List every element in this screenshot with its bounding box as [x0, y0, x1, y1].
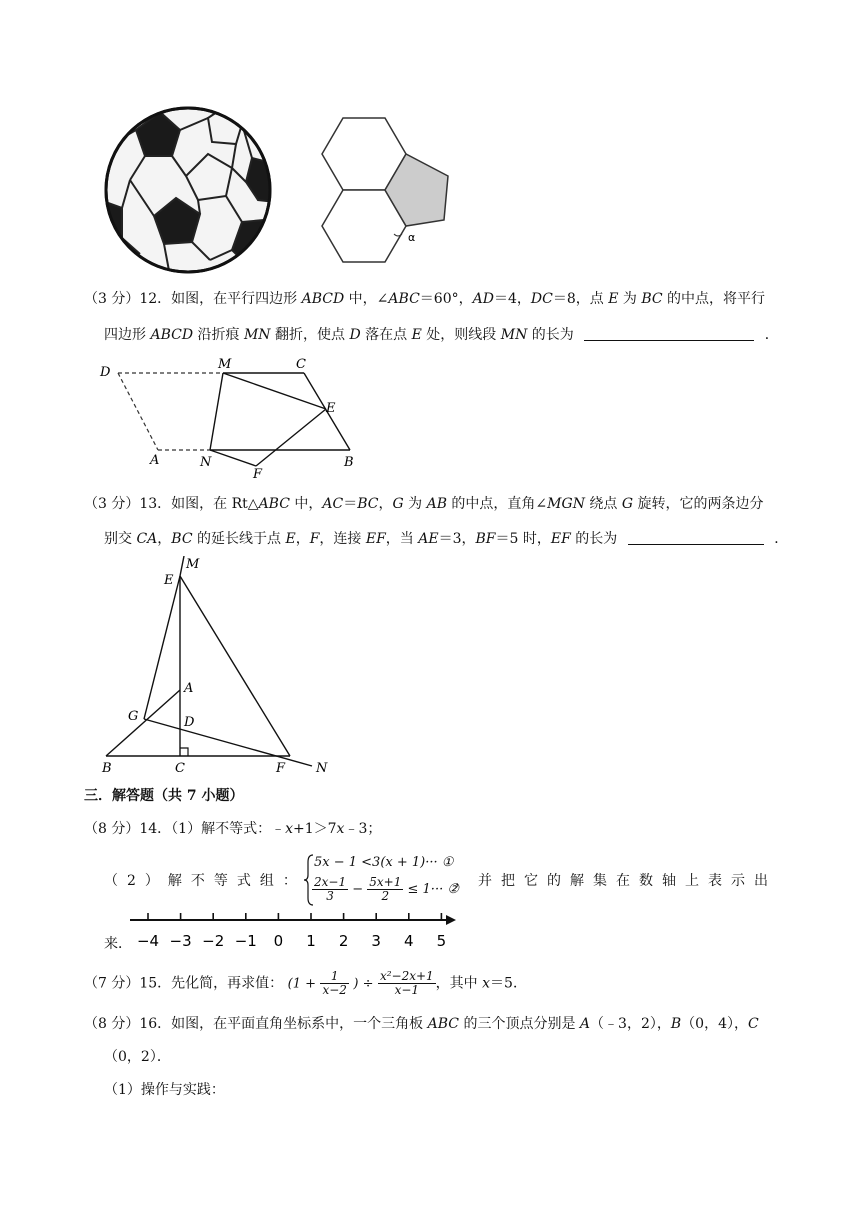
q14-score: （8 分）14． [84, 821, 172, 837]
q13-text: 为 [403, 496, 427, 512]
q12-var: ABCD [150, 327, 194, 343]
q12-text: 为 [618, 291, 642, 307]
q12-var: BC [641, 291, 663, 307]
q13-label-F: F [276, 761, 286, 776]
q14-end: 来． [104, 936, 132, 952]
q12-end: ． [764, 327, 779, 343]
q13-end: ． [774, 531, 789, 547]
q13-label-C: C [175, 761, 185, 776]
q12-text: 沿折痕 [193, 327, 244, 343]
q13-label-D: D [184, 715, 195, 730]
q12-text: ＝4， [493, 291, 531, 307]
q14-part2-label: （2）解不等式组： [104, 873, 306, 889]
q12-label-D: D [100, 365, 111, 380]
inequality-1: 5x − 1 <3(x + 1)··· ① [314, 855, 454, 870]
ineq2-den1: 3 [326, 889, 334, 903]
q13-var: BC [357, 496, 379, 512]
q12-var: D [349, 327, 361, 343]
q16-text: （﹣3，2）， [590, 1016, 671, 1032]
number-line-label: −4 [136, 932, 160, 950]
q15-frac1-num: 1 [320, 970, 348, 984]
number-line-label: 5 [436, 932, 447, 950]
q13-text: 的延长线于点 [192, 531, 286, 547]
ineq2-num1: 2x−1 [314, 875, 347, 889]
q16-var: ABC [427, 1016, 459, 1032]
q15-text: ，其中 [435, 975, 483, 992]
q15-frac1-den: x−2 [322, 983, 347, 997]
q13-label-A: A [184, 681, 194, 696]
q13-line2 [104, 528, 788, 549]
q14-text: +1＞7 [293, 821, 337, 837]
q12-label-M: M [218, 357, 232, 372]
q12-text: 的中点，将平行 [662, 291, 766, 307]
q12-label-F: F [253, 467, 263, 478]
q14-var: x [285, 821, 293, 837]
hexagon-pentagon-figure [318, 114, 458, 266]
q12-var: DC [530, 291, 553, 307]
q13-label-B: B [102, 761, 112, 776]
q12-var: ABCD [301, 291, 345, 307]
q15-frac2-den: x−1 [394, 983, 420, 997]
number-line-label: 4 [404, 932, 414, 950]
q12-text: 的长为 [527, 327, 574, 343]
q13-var: EF [365, 531, 386, 547]
q12-text: 落在点 [360, 327, 412, 343]
q13-text: 的中点，直角∠ [446, 496, 548, 512]
q12-parallelogram-figure [96, 356, 366, 478]
q16-sub1: （1）操作与实践： [104, 1082, 225, 1098]
q12-line1 [84, 289, 765, 309]
number-line-label: −3 [169, 932, 192, 950]
q16-line1 [84, 1014, 759, 1034]
q13-label-E: E [164, 573, 174, 588]
q13-text: 的长为 [570, 531, 618, 547]
q13-score: （3 分）13． [84, 496, 172, 512]
q12-var: E [411, 327, 422, 343]
q13-text: ＝5 时， [495, 531, 551, 547]
q16-var: A [579, 1016, 591, 1032]
ineq2-minus: − [352, 882, 364, 897]
q13-var: AE [418, 531, 439, 547]
q12-var: AD [472, 291, 494, 307]
q12-text: 中，∠ [344, 291, 389, 307]
q14-text: （1）解不等式：﹣ [171, 821, 286, 837]
q15-var: x [482, 975, 491, 992]
ineq2-tail: ≤ 1··· ② [407, 882, 459, 897]
q12-var: ABC [388, 291, 420, 307]
ineq2-num2: 5x+1 [369, 875, 402, 889]
q13-label-N: N [316, 761, 328, 776]
number-line-label: 2 [338, 932, 349, 950]
q14-text: ﹣3； [344, 821, 382, 837]
q13-var: AC [322, 496, 344, 512]
q13-label-G: G [128, 709, 139, 724]
number-line-label: 0 [273, 932, 284, 950]
q12-label-C: C [296, 357, 306, 372]
q13-var: ABC [258, 496, 290, 512]
q13-text: ＝3， [438, 531, 476, 547]
q13-text: 别交 [104, 531, 137, 547]
q13-text: ＝ [343, 496, 358, 512]
q16-line2: （0，2）． [104, 1049, 171, 1065]
section3-title: 三．解答题（共 7 小题） [84, 788, 244, 804]
number-line-label: −1 [234, 932, 257, 950]
q12-label-A: A [150, 453, 160, 468]
number-line [128, 908, 458, 954]
q13-var: BF [475, 531, 496, 547]
q16-text: 的三个顶点分别是 [459, 1016, 580, 1032]
inequality-2 [312, 876, 459, 903]
q13-var: CA [136, 531, 158, 547]
q15-line [84, 970, 527, 1002]
q13-var: MGN [547, 496, 585, 512]
q13-line1 [84, 494, 764, 514]
q13-var: G [621, 496, 634, 512]
q13-text: 绕点 [584, 496, 622, 512]
q13-var: F [309, 531, 320, 547]
number-line-label: −2 [202, 932, 225, 950]
q16-text: 如图，在平面直角坐标系中，一个三角板 [171, 1016, 428, 1032]
q13-var: BC [171, 531, 193, 547]
alpha-label: α [408, 231, 416, 244]
q15-text: 先化简，再求值： [171, 975, 284, 992]
q15-expr: (1 + [287, 976, 316, 992]
q14-part2-tail: ，并把它的解集在数轴上表示出 [455, 873, 777, 889]
q16-text: （0，4）， [681, 1016, 748, 1032]
q13-text: ， [295, 531, 310, 547]
q13-text: 旋转，它的两条边分 [633, 496, 764, 512]
q13-var: EF [550, 531, 571, 547]
q12-text: 如图，在平行四边形 [171, 291, 302, 307]
q13-answer-blank[interactable] [628, 528, 764, 545]
q12-var: MN [500, 327, 528, 343]
q12-text: ＝8，点 [552, 291, 609, 307]
q12-text: ＝60°， [419, 291, 473, 307]
q12-answer-blank[interactable] [584, 324, 754, 341]
q12-label-N: N [200, 455, 212, 470]
q12-line2 [104, 324, 779, 345]
ineq2-den2: 2 [381, 889, 390, 903]
q12-label-E: E [326, 401, 336, 416]
q15-expr: ) ÷ [353, 976, 374, 992]
q13-label-M: M [186, 557, 200, 572]
q13-text: ，当 [385, 531, 419, 547]
q13-triangle-figure [96, 556, 336, 778]
soccer-ball-figure [100, 104, 276, 276]
number-line-label: 1 [306, 932, 316, 950]
q15-frac2-num: x²−2x+1 [379, 969, 434, 983]
q12-label-B: B [344, 455, 354, 470]
q15-text: ＝5． [490, 975, 527, 992]
q16-score: （8 分）16． [84, 1016, 172, 1032]
q13-text: ， [378, 496, 393, 512]
q12-var: MN [243, 327, 271, 343]
q14-line1 [84, 819, 381, 839]
q15-score: （7 分）15． [84, 975, 172, 992]
q13-text: ， [157, 531, 172, 547]
q12-text: 翻折，使点 [270, 327, 350, 343]
q14-var: x [336, 821, 345, 837]
q12-text: 处，则线段 [421, 327, 501, 343]
q13-text: ，连接 [319, 531, 366, 547]
number-line-label: 3 [371, 932, 381, 950]
q13-text: 如图，在 Rt△ [171, 496, 259, 512]
q13-var: E [285, 531, 296, 547]
q12-var: E [608, 291, 619, 307]
q13-var: G [392, 496, 404, 512]
q13-text: 中， [289, 496, 323, 512]
q12-score: （3 分）12． [84, 291, 172, 307]
q16-var: B [670, 1016, 682, 1032]
q12-text: 四边形 [104, 327, 151, 343]
q16-var: C [747, 1016, 759, 1032]
q13-var: AB [426, 496, 447, 512]
